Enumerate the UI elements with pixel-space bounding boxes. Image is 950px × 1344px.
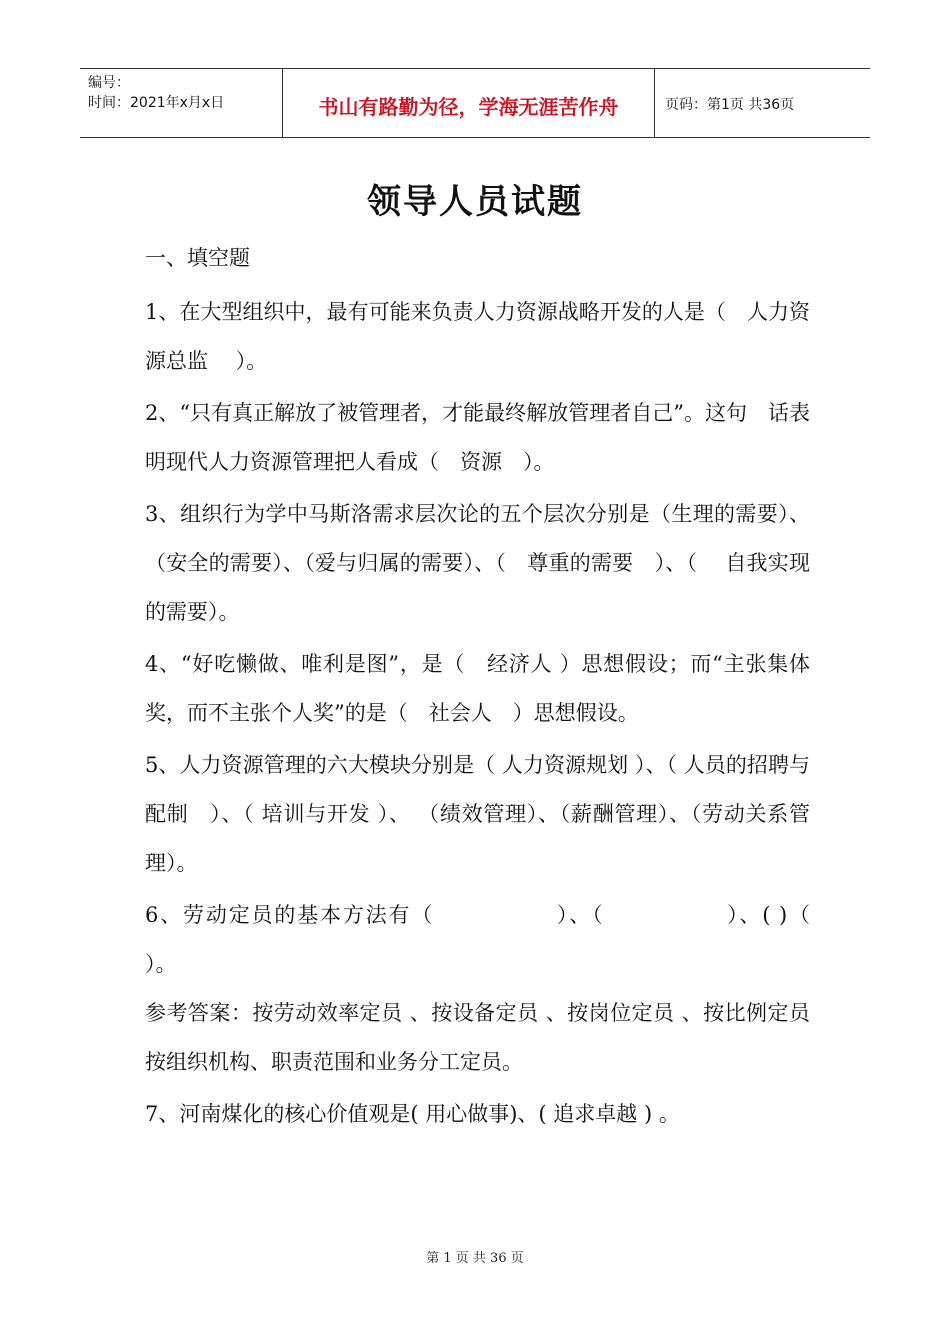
page-header bbox=[80, 68, 870, 138]
header-meta bbox=[80, 69, 282, 137]
serial-label: 编号： bbox=[88, 75, 130, 91]
question-2: 2、“只有真正解放了被管理者，才能最终解放管理者自己”。这句 话表明现代人力资源管理把人看成（ 资源 ）。 bbox=[145, 401, 810, 474]
time-label: 时间：2021年x月x日 bbox=[88, 95, 225, 111]
question-4: 4、“好吃懒做、唯利是图”，是（ 经济人 ）思想假设；而“主张集体奖，而不主张个人奖”的是（ 社会人 ）思想假设。 bbox=[145, 652, 810, 725]
document-body bbox=[145, 238, 915, 1142]
section-heading: 一、填空题 bbox=[145, 246, 250, 270]
reference-answer: 参考答案：按劳动效率定员 、按设备定员 、按岗位定员 、按比例定员 按组织机构、职责范围和业务分工定员。 bbox=[145, 1001, 810, 1074]
page-footer: 第 1 页 共 36 页 bbox=[426, 1251, 524, 1266]
header-page-info: 页码：第1页 共36页 bbox=[665, 97, 795, 113]
question-7: 7、河南煤化的核心价值观是( 用心做事)、( 追求卓越 ) 。 bbox=[145, 1102, 680, 1126]
document-title: 领导人员试题 bbox=[367, 182, 583, 222]
question-1: 1、在大型组织中，最有可能来负责人力资源战略开发的人是（ 人力资源总监 ）。 bbox=[145, 300, 810, 373]
question-6: 6、劳动定员的基本方法有（ ）、（ ）、( )（ ）。 bbox=[145, 903, 915, 976]
question-3: 3、组织行为学中马斯洛需求层次论的五个层次分别是（生理的需要）、（安全的需要）、（爱与归属的需要）、（ 尊重的需要 ）、（ 自我实现的需要）。 bbox=[145, 502, 810, 624]
header-motto: 书山有路勤为径，学海无涯苦作舟 bbox=[282, 69, 655, 137]
question-5: 5、人力资源管理的六大模块分别是（ 人力资源规划 ）、（ 人员的招聘与配制 ）、（ 培训与开发 ）、 （绩效管理）、（薪酬管理）、（劳动关系管理）。 bbox=[145, 753, 810, 875]
